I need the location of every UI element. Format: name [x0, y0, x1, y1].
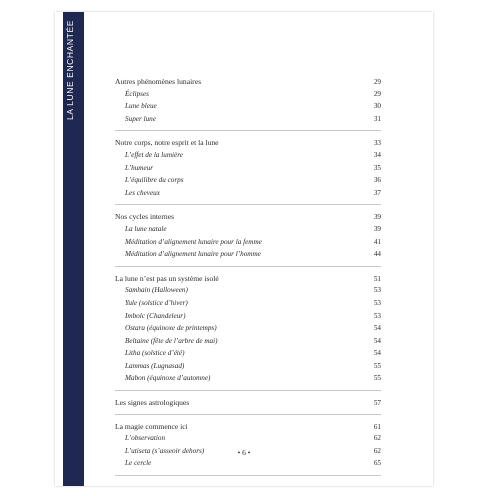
toc-entry-title: Lune bleue — [125, 102, 157, 111]
toc-entry-row — [115, 286, 381, 299]
toc-chapter-title: Notre corps, notre esprit et la lune — [115, 138, 219, 148]
toc-chapter-page: 33 — [373, 139, 381, 148]
toc-entry-page: 44 — [373, 250, 381, 259]
toc-chapter-title: La lune n’est pas un système isolé — [115, 273, 219, 283]
toc-entry-title: Samhain (Halloween) — [125, 286, 188, 295]
toc-entry-title: Les cheveux — [125, 188, 160, 197]
toc-chapter-page: 51 — [373, 274, 381, 283]
toc-chapter-page: 29 — [373, 78, 381, 86]
toc-entry-page: 37 — [373, 188, 381, 197]
toc-entry-title: Imbolc (Chandeleur) — [125, 311, 186, 320]
toc-entry-title: Méditation d’alignement lunaire pour la femme — [125, 237, 262, 246]
toc-entry-title: La lune natale — [125, 224, 167, 233]
toc-section — [115, 209, 381, 266]
toc-entry-row — [115, 189, 381, 202]
toc-chapter-title: Les signes astrologiques — [115, 398, 190, 408]
table-of-contents — [115, 74, 381, 480]
toc-entry-page: 39 — [373, 224, 381, 233]
toc-entry-row — [115, 176, 381, 189]
toc-entry-page: 54 — [373, 336, 381, 345]
toc-entry-title: Litha (solstice d’été) — [125, 349, 185, 358]
toc-chapter-row — [115, 138, 381, 151]
toc-entry-row — [115, 434, 381, 447]
toc-entry-row — [115, 374, 381, 387]
toc-chapter-row — [115, 274, 381, 287]
toc-entry-page: 41 — [373, 237, 381, 246]
toc-entry-row — [115, 324, 381, 337]
book-page — [55, 12, 433, 486]
toc-entry-row — [115, 312, 381, 325]
toc-chapter-title: Nos cycles internes — [115, 212, 175, 222]
toc-entry-title: L’observation — [125, 434, 166, 443]
toc-chapter-page: 57 — [373, 399, 381, 408]
toc-chapter-page: 61 — [373, 422, 381, 431]
toc-chapter-row — [115, 77, 381, 90]
toc-entry-row — [115, 349, 381, 362]
toc-section — [115, 135, 381, 205]
toc-entry-title: L’utiseta (s’asseoir dehors) — [125, 446, 205, 455]
toc-entry-page: 53 — [373, 286, 381, 295]
page-number: • 6 • — [237, 448, 251, 457]
toc-chapter-row — [115, 422, 381, 435]
spine-title: LA LUNE ENCHANTÉE — [65, 20, 75, 120]
toc-entry-row — [115, 299, 381, 312]
toc-entry-title: L’humeur — [125, 163, 154, 172]
toc-entry-page: 55 — [373, 374, 381, 383]
toc-entry-title: Super lune — [125, 114, 156, 123]
toc-entry-page: 35 — [373, 163, 381, 172]
toc-entry-page: 34 — [373, 150, 381, 159]
toc-chapter-row — [115, 212, 381, 225]
toc-entry-row — [115, 250, 381, 263]
toc-entry-page: 53 — [373, 311, 381, 320]
toc-entry-row — [115, 459, 381, 472]
toc-entry-title: L’effet de la lumière — [125, 150, 183, 159]
toc-section — [115, 74, 381, 131]
toc-entry-title: Lammas (Lugnasad) — [125, 361, 185, 370]
toc-entry-row — [115, 362, 381, 375]
toc-chapter-title: Autres phénomènes lunaires — [115, 77, 202, 86]
toc-entry-page: 36 — [373, 176, 381, 185]
toc-entry-page: 62 — [373, 446, 381, 455]
toc-entry-row — [115, 337, 381, 350]
toc-entry-title: Ostara (équinoxe de printemps) — [125, 324, 217, 333]
toc-entry-row — [115, 151, 381, 164]
toc-entry-row — [115, 238, 381, 251]
toc-entry-page: 54 — [373, 349, 381, 358]
toc-entry-row — [115, 102, 381, 115]
toc-entry-row — [115, 90, 381, 103]
toc-entry-row — [115, 164, 381, 177]
toc-entry-page: 29 — [373, 89, 381, 98]
toc-entry-page: 54 — [373, 324, 381, 333]
toc-entry-title: L’équilibre du corps — [125, 176, 184, 185]
toc-entry-title: Méditation d’alignement lunaire pour l’homme — [125, 250, 261, 259]
toc-entry-title: Beltaine (fête de l’arbre de mai) — [125, 336, 218, 345]
toc-entry-title: Le cercle — [125, 459, 152, 468]
toc-entry-page: 55 — [373, 361, 381, 370]
toc-entry-page: 62 — [373, 434, 381, 443]
toc-section — [115, 271, 381, 391]
toc-entry-row — [115, 225, 381, 238]
toc-section — [115, 395, 381, 415]
toc-chapter-page: 39 — [373, 213, 381, 222]
toc-entry-title: Mabon (équinoxe d’automne) — [125, 374, 211, 383]
toc-entry-title: Yule (solstice d’hiver) — [125, 298, 188, 307]
toc-entry-row — [115, 115, 381, 128]
toc-chapter-title: La magie commence ici — [115, 421, 188, 431]
toc-entry-page: 65 — [373, 459, 381, 468]
toc-entry-page: 31 — [373, 114, 381, 123]
toc-entry-title: Éclipses — [125, 89, 149, 98]
toc-chapter-row — [115, 398, 381, 411]
toc-entry-page: 30 — [373, 102, 381, 111]
toc-entry-page: 53 — [373, 298, 381, 307]
